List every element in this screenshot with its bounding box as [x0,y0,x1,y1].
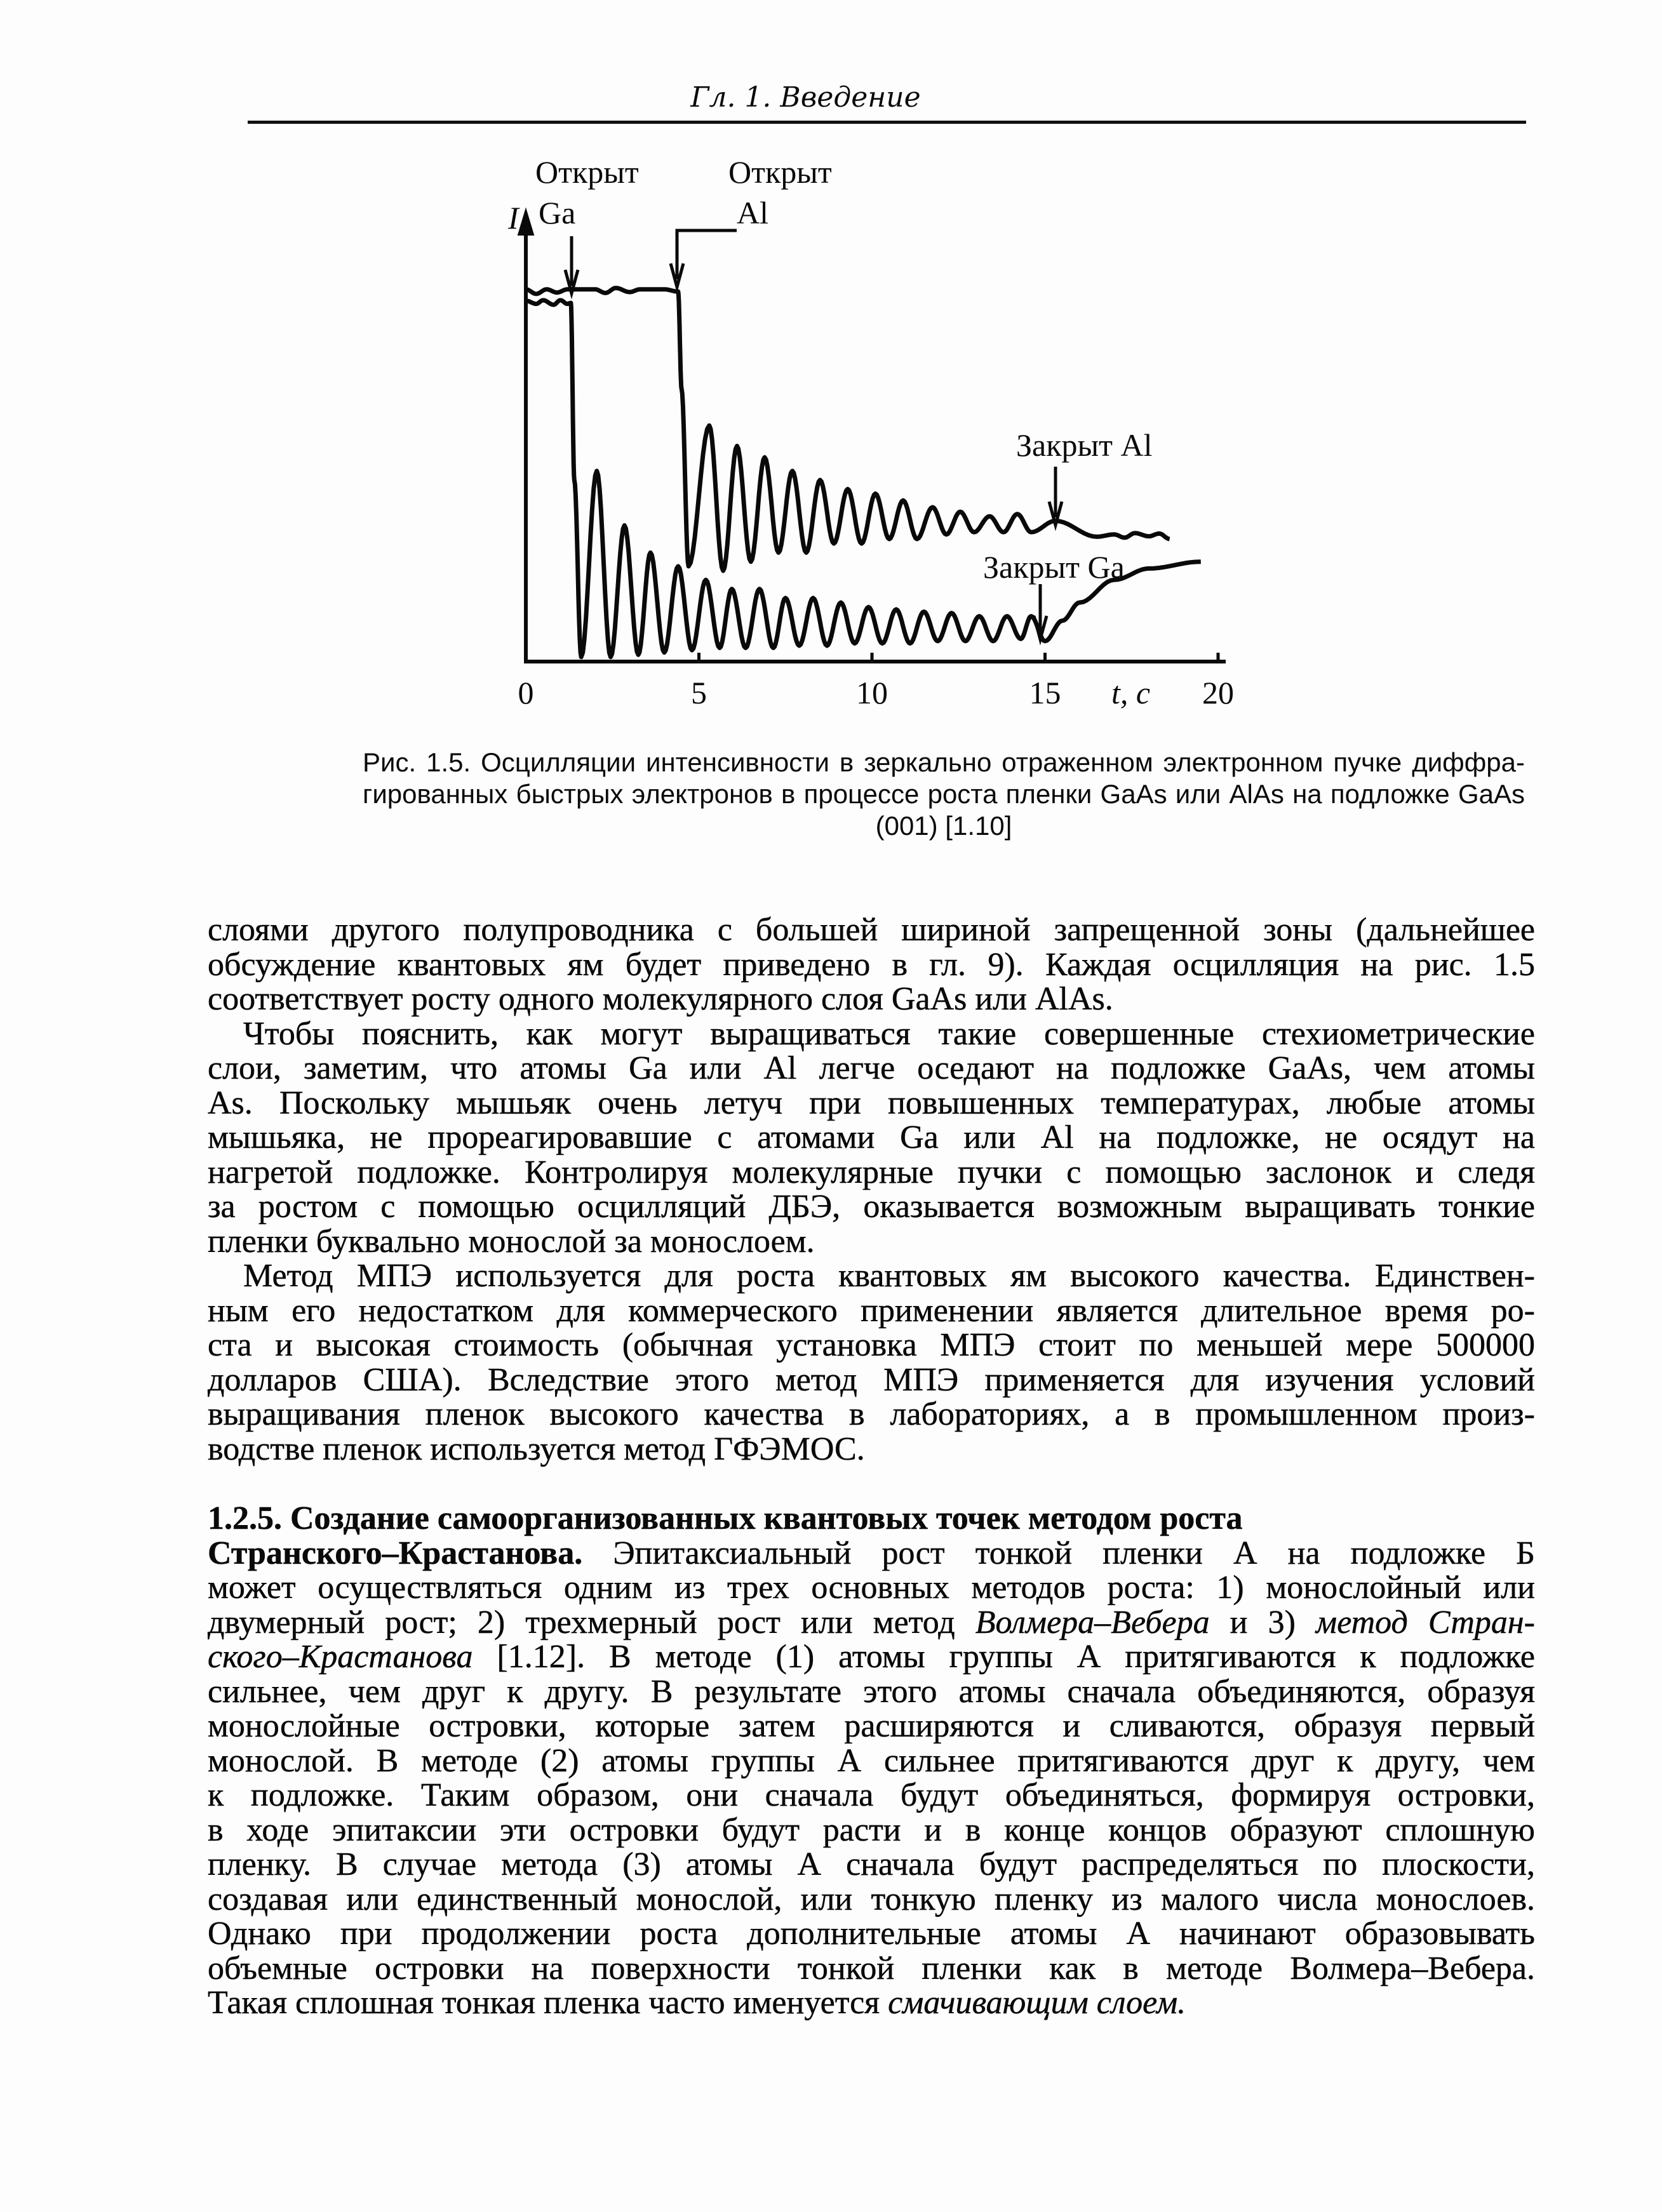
text-span: нагретой подложке. Контролируя молекулярные пучки с помощью заслонок и следя [208,1154,1535,1190]
bold-text: Странского–Крастанова. [208,1535,583,1571]
text-span: в ходе эпитаксии эти островки будут расти и в конце концов образуют сплошную [208,1811,1535,1848]
text-span: сильнее, чем друг к другу. В результате этого атомы сначала объединяются, образуя [208,1673,1535,1710]
section-line [208,1501,1535,1536]
section-line [208,1605,1535,1641]
body-line [208,1363,1535,1398]
open-ga-label-1: Открыт [535,154,639,190]
body-line [208,947,1535,983]
text-span: создавая или единственный монослой, или тонкую пленку из малого числа монослоев. [208,1881,1535,1917]
text-span: пленки буквально монослой за монослоем. [208,1223,815,1260]
closed-ga-label: Закрыт Ga [983,549,1125,585]
body-line [208,1155,1535,1190]
text-span: соответствует росту одного молекулярного слоя GaAs или AlAs. [208,981,1113,1017]
bold-text: 1.2.5. Создание самоорганизованных квантовых точек методом роста [208,1500,1243,1536]
body-line [208,1258,1535,1294]
section-line [208,1674,1535,1710]
italic-text: ского–Крастанова [208,1639,473,1675]
y-axis-arrowhead [518,210,533,235]
figure-caption-line-1: Рис. 1.5. Осцилляции интенсивности в зеркально отраженном электронном пучке диффра- [363,747,1525,777]
text-span: ста и высокая стоимость (обычная установка МПЭ стоит по меньшей мере 500000 [208,1327,1535,1363]
text-span: As. Поскольку мышьяк очень летуч при повышенных температурах, любые атомы [208,1084,1535,1121]
text-span: и 3) [1209,1604,1317,1641]
body-line [208,1120,1535,1156]
text-span: мышьяка, не прореагировавшие с атомами Ga или Al на подложке, не осядут на [208,1119,1535,1156]
body-line [208,1293,1535,1329]
open-ga-arrow [565,236,578,293]
text-span: Такая сплошная тонкая пленка часто именуется [208,1985,888,2021]
section-line [208,1709,1535,1744]
section-line [208,1536,1535,1571]
italic-text: Волмера–Вебера [975,1604,1210,1641]
text-span: слои, заметим, что атомы Ga или Al легче оседают на подложке GaAs, чем атомы [208,1050,1535,1086]
body-line [208,1189,1535,1225]
body-line [208,1432,1535,1467]
closed-al-arrow [1049,467,1062,525]
body-line [208,1397,1535,1432]
text-span: обсуждение квантовых ям будет приведено в гл. 9). Каждая осцилляция на рис. 1.5 [208,946,1535,983]
x-axis-label: t, c [1111,675,1151,710]
section-line [208,1570,1535,1606]
closed-ga-arrow [1034,584,1047,639]
x-tick-label: 0 [518,675,534,710]
y-axis-label: I [508,200,519,236]
text-span: к подложке. Таким образом, они сначала будут объединяться, формируя островки, [208,1777,1535,1813]
text-span: слоями другого полупроводника с большей шириной запрещенной зоны (дальнейшее [208,912,1535,948]
text-span: за ростом с помощью осцилляций ДБЭ, оказывается возможным выращивать тонкие [208,1189,1535,1225]
section-line [208,1847,1535,1882]
x-tick-label: 10 [856,675,888,710]
text-span: Чтобы пояснить, как могут выращиваться такие совершенные стехиометрические [243,1015,1535,1052]
text-span: двумерный рост; 2) трехмерный рост или метод [208,1604,975,1641]
section-line [208,1916,1535,1952]
section-line [208,1882,1535,1917]
text-span: выращивания пленок высокого качества в лабораториях, а в промышленном произ- [208,1396,1535,1432]
section-line [208,1743,1535,1779]
section-line [208,1778,1535,1813]
body-line [208,1328,1535,1363]
body-line [208,1051,1535,1086]
open-al-arrow [671,230,737,287]
open-ga-label-2: Ga [539,195,576,230]
body-line [208,1016,1535,1052]
text-span: [1.12]. В методе (1) атомы группы А притягиваются к подложке [472,1639,1535,1675]
text-span: Метод МПЭ используется для роста квантовых ям высокого качества. Единствен- [243,1258,1535,1294]
body-line [208,982,1535,1017]
body-line [208,912,1535,948]
text-span: Эпитаксиальный рост тонкой пленки А на подложке Б [582,1535,1535,1571]
text-span: долларов США). Вследствие этого метод МПЭ применяется для изучения условий [208,1361,1535,1398]
text-span: водстве пленок используется метод ГФЭМОС. [208,1430,865,1467]
text-span: объемные островки на поверхности тонкой пленки как в методе Волмера–Вебера. [208,1950,1535,1987]
figure-caption-line-3: (001) [1.10] [875,811,1012,841]
open-al-label-2: Al [737,195,768,230]
text-span: монослойные островки, которые затем расширяются и сливаются, образуя первый [208,1708,1535,1744]
italic-text: метод Стран- [1316,1604,1535,1641]
x-tick-label: 5 [691,675,707,710]
closed-al-label: Закрыт Al [1016,427,1153,463]
section-line [208,1639,1535,1675]
italic-text: смачивающим слоем. [888,1985,1186,2021]
open-al-label-1: Открыт [728,154,832,190]
x-tick-label: 20 [1202,675,1234,710]
body-line [208,1224,1535,1260]
text-span: монослой. В методе (2) атомы группы А сильнее притягиваются друг к другу, чем [208,1742,1535,1779]
section-line [208,1813,1535,1848]
running-head: Гл. 1. Введение [690,81,921,114]
series-line-gaas [526,300,1201,657]
x-tick-label: 15 [1029,675,1061,710]
section-line [208,1951,1535,1987]
body-line [208,1086,1535,1121]
text-span: пленку. В случае метода (3) атомы А сначала будут распределяться по плоскости, [208,1846,1535,1882]
text-span: может осуществляться одним из трех основных методов роста: 1) монослойный или [208,1569,1535,1606]
text-span: ным его недостатком для коммерческого применении является длительное время ро- [208,1292,1535,1329]
text-span: Однако при продолжении роста дополнительные атомы А начинают образовывать [208,1916,1535,1952]
section-line [208,1985,1535,2021]
figure-caption-line-2: гированных быстрых электронов в процессе роста пленки GaAs или AlAs на подложке GaAs [363,779,1525,809]
